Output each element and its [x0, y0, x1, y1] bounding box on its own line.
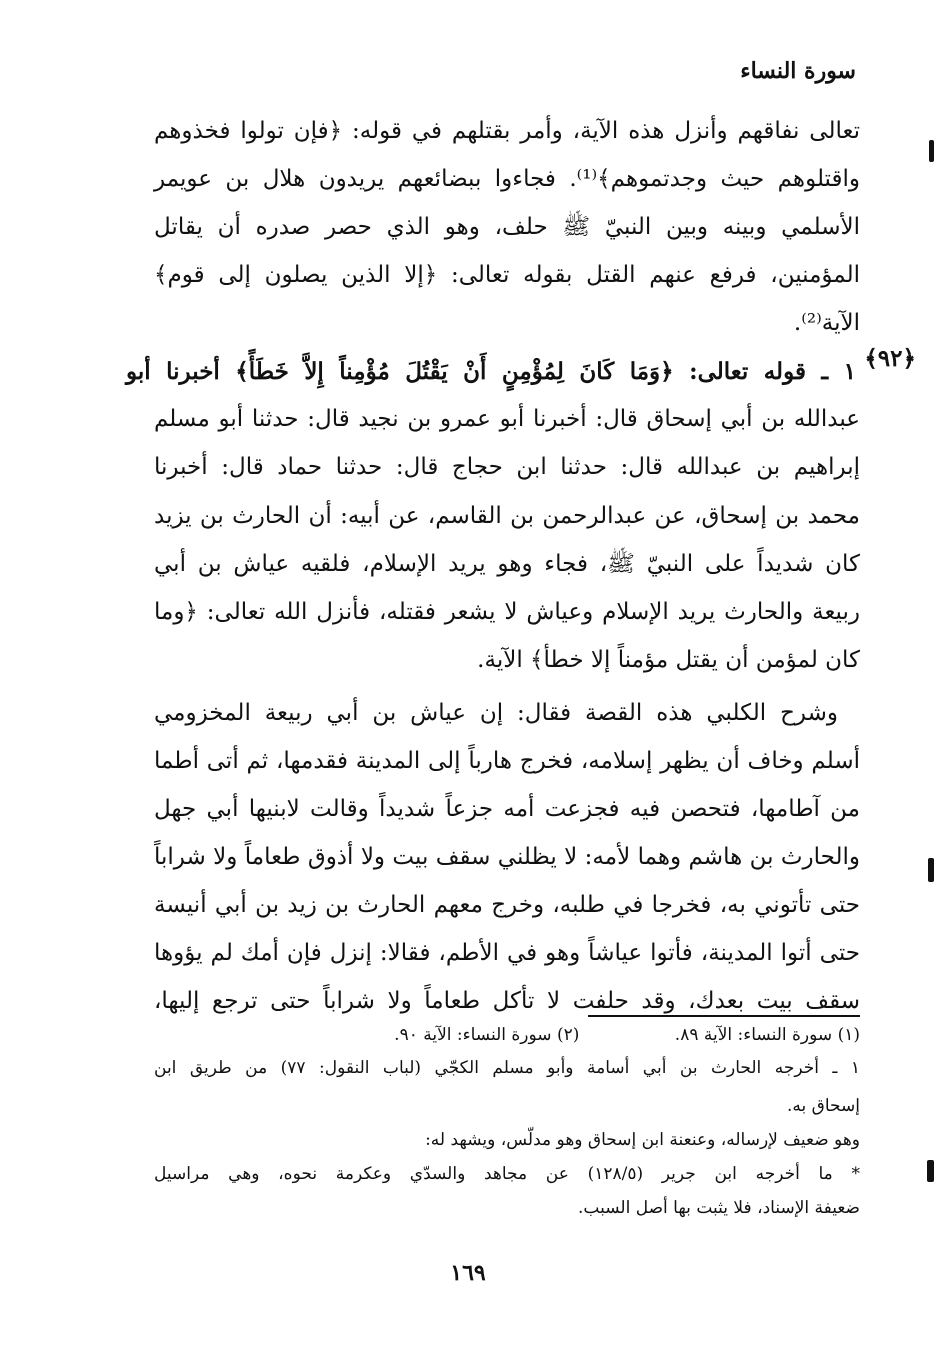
section1-line-6: كان لمؤمن أن يقتل مؤمناً إلا خطأ﴾ الآية. [477, 647, 860, 673]
intro-line-1: تعالى نفاقهم وأنزل هذه الآية، وأمر بقتلهم في قوله: ﴿فإن تولوا فخذوهم [154, 118, 860, 144]
footnote-line-1: ١ ـ أخرجه الحارث بن أبي أسامة وأبو مسلم الكجّي (لباب النقول: ٧٧) من طريق ابن [154, 1058, 860, 1078]
section2-line-1: وشرح الكلبي هذه القصة فقال: إن عياش بن أبي ربيعة المخزومي [154, 700, 838, 726]
page-number: ١٦٩ [450, 1260, 486, 1286]
section2-line-6: حتى أتوا المدينة، فأتوا عياشاً وهو في الأطم، فقالا: إنزل فإن أمك لم يؤوها [154, 940, 860, 966]
intro-line-2: واقتلوهم حيث وجدتموهم﴾⁽¹⁾. فجاءوا ببضائعهم يريدون هلال بن عويمر [154, 166, 860, 192]
footnote-line-5: ضعيفة الإسناد، فلا يثبت بها أصل السبب. [578, 1198, 860, 1218]
section1-line-2: إبراهيم بن عبدالله قال: حدثنا ابن حجاج قال: حدثنا حماد قال: أخبرنا [154, 454, 860, 480]
footnote-line-3: وهو ضعيف لإرساله، وعنعنة ابن إسحاق وهو مدلّس، ويشهد له: [425, 1130, 860, 1150]
scan-edge-mark [927, 1160, 934, 1182]
intro-line-4: المؤمنين، فرفع عنهم القتل بقوله تعالى: ﴿إلا الذين يصلون إلى قوم﴾ [154, 262, 860, 288]
section2-line-4: والحارث بن هاشم وهما لأمه: لا يظلني سقف بيت ولا أذوق طعاماً ولا شراباً [154, 844, 860, 870]
scan-edge-mark [929, 140, 934, 162]
scan-edge-mark [928, 858, 934, 882]
intro-line-5: الآية⁽²⁾. [793, 310, 860, 336]
section2-line-7: سقف بيت بعدك، وقد حلفت لا تأكل طعاماً ولا شراباً حتى ترجع إليها، [154, 988, 860, 1014]
intro-line-3: الأسلمي وبينه وبين النبيّ ﷺ حلف، وهو الذي حصر صدره أن يقاتل [154, 214, 860, 240]
section2-line-2: أسلم وخاف أن يظهر إسلامه، فخرج هارباً إلى المدينة فقدمها، ثم أتى أطما [154, 748, 860, 774]
verse-heading: ١ ـ قوله تعالى: ﴿وَمَا كَانَ لِمُؤْمِنٍ أَنْ يَقْتُلَ مُؤْمِناً إِلاَّ خَطَأً﴾ أخبرنا أبو [126, 358, 856, 385]
section1-line-1: عبدالله بن أبي إسحاق قال: أخبرنا أبو عمرو بن نجيد قال: حدثنا أبو مسلم [154, 406, 860, 432]
footnote-line-4: * ما أخرجه ابن جرير (١٢٨/٥) عن مجاهد والسدّي وعكرمة نحوه، وهي مراسيل [154, 1164, 860, 1184]
verse-number: ﴿٩٢﴾ [864, 345, 916, 372]
footnote-ref-2: (٢) سورة النساء: الآية ٩٠. [394, 1025, 580, 1045]
section1-line-3: محمد بن إسحاق، عن عبدالرحمن بن القاسم، عن أبيه: أن الحارث بن يزيد [154, 503, 860, 529]
section2-line-5: حتى تأتوني به، فخرجا في طلبه، وخرج معهم الحارث بن زيد بن أبي أنيسة [154, 892, 860, 918]
footnote-line-2: إسحاق به. [787, 1096, 860, 1116]
footnote-refs [154, 1025, 860, 1045]
footnote-ref-1: (١) سورة النساء: الآية ٨٩. [674, 1025, 860, 1045]
section1-line-4: كان شديداً على النبيّ ﷺ، فجاء وهو يريد الإسلام، فلقيه عياش بن أبي [154, 551, 860, 577]
section2-line-3: من آطامها، فتحصن فيه فجزعت أمه جزعاً شديداً وقالت لابنيها أبي جهل [154, 796, 860, 822]
footnote-rule [588, 1015, 860, 1017]
running-head: سورة النساء [740, 58, 856, 84]
section1-line-5: ربيعة والحارث يريد الإسلام وعياش لا يشعر فقتله، فأنزل الله تعالى: ﴿وما [154, 599, 860, 625]
